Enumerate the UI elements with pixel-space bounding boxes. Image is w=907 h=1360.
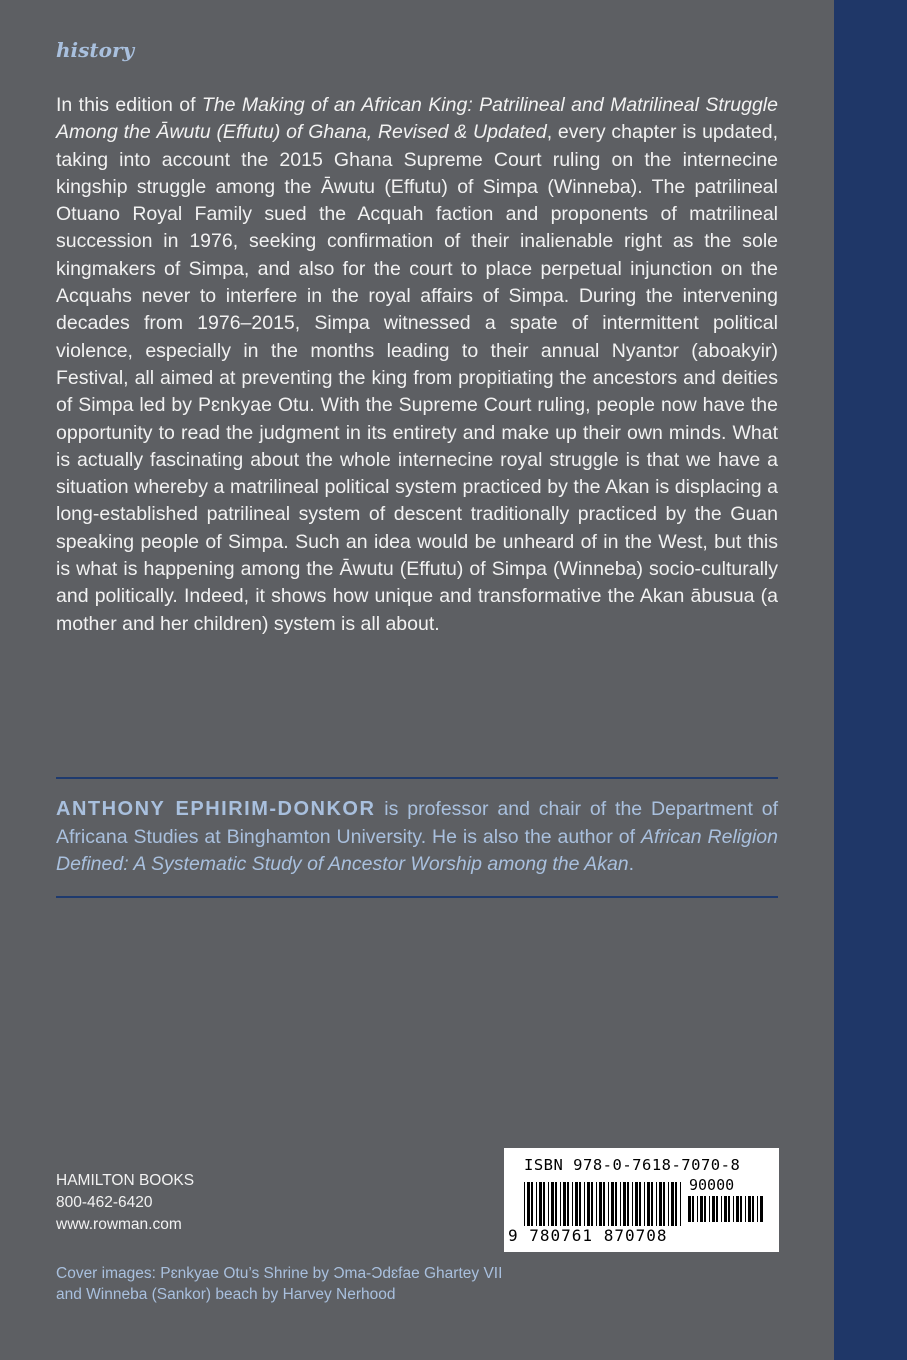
book-title: The Making of an African King: Patrilineal and Matrilineal Struggle Among the Āwutu (Effutu) of Ghana, Revised & Updated [56,94,778,144]
barcode-stripe [663,1182,665,1226]
barcode-stripe [688,1196,691,1222]
barcode-stripe [632,1182,633,1226]
barcode-stripe [584,1182,585,1226]
barcode-stripe [596,1182,597,1226]
author-name: ANTHONY EPHIRIM-DONKOR [56,798,376,820]
barcode-stripe [721,1196,722,1222]
barcode-stripe [591,1182,593,1226]
barcode-stripe [543,1182,545,1226]
barcode-stripe [704,1196,706,1222]
barcode-stripe [740,1196,742,1222]
barcode-stripe [563,1182,566,1226]
barcode-stripe [539,1182,542,1226]
barcode-stripe [551,1182,554,1226]
barcode-stripe [709,1196,710,1222]
barcode-stripe [579,1182,581,1226]
publisher-phone: 800-462-6420 [56,1194,153,1211]
barcode-stripe [531,1182,533,1226]
barcode-stripe [671,1182,674,1226]
barcode-stripe [728,1196,730,1222]
barcode-icon [524,1182,684,1226]
barcode-stripe [555,1182,557,1226]
author-other-book: African Religion Defined: A Systematic Study of Ancestor Worship among the Akan [56,825,778,875]
barcode-stripe [757,1196,758,1222]
barcode-stripe [611,1182,614,1226]
cover-credits: Cover images: Pɛnkyae Otu’s Shrine by Ɔma-Ɔdɛfae Ghartey VII and Winneba (Sankor) beach by Harvey Nerhood [56,1265,503,1303]
barcode-stripe [567,1182,569,1226]
barcode-stripe [697,1196,698,1222]
barcode-stripe [752,1196,754,1222]
barcode-stripe [623,1182,626,1226]
barcode-stripe [716,1196,718,1222]
barcode-stripe [644,1182,645,1226]
barcode-stripe [760,1196,763,1222]
barcode-stripe [733,1196,734,1222]
barcode-stripe [700,1196,703,1222]
barcode-stripe [627,1182,629,1226]
publisher-info [56,1170,194,1236]
publisher-website: www.rowman.com [56,1216,182,1233]
barcode-stripe [603,1182,605,1226]
author-bio [56,796,778,879]
blurb-intro: In this edition of [56,94,202,116]
author-bio-text: is professor and chair of the Department of Africana Studies at Binghamton University. He is also the author of [56,798,779,848]
book-description [56,92,778,638]
bottom-divider [56,896,778,898]
barcode-stripe [599,1182,602,1226]
barcode-stripe [745,1196,746,1222]
ean-digits: 9 780761 870708 [508,1226,668,1245]
barcode-stripe [536,1182,537,1226]
barcode-stripe [524,1182,525,1226]
genre-label: history [56,38,135,62]
barcode-stripe [560,1182,561,1226]
barcode-stripe [639,1182,641,1226]
book-spine [834,0,907,1360]
barcode-stripe [527,1182,530,1226]
barcode-stripe [656,1182,657,1226]
barcode-stripe [668,1182,669,1226]
barcode-stripe [659,1182,662,1226]
barcode-stripe [647,1182,650,1226]
barcode-stripe [575,1182,578,1226]
barcode-panel [504,1148,779,1252]
author-bio-end: . [628,853,635,875]
top-divider [56,777,778,779]
barcode-stripe [572,1182,573,1226]
price-barcode-icon [688,1196,763,1222]
barcode-stripe [748,1196,751,1222]
barcode-stripe [651,1182,653,1226]
barcode-stripe [675,1182,677,1226]
blurb-body: , every chapter is updated, taking into account the 2015 Ghana Supreme Court ruling on the internecine kingship struggle among the Āwutu (Effutu) of Simpa (Winneba). The patrilineal Otuano Royal Family sued the Acquah faction and proponents of matrilineal succession in 1976, seeking confirmation of their inalienable right as the sole kingmakers of Simpa, and also for the court to place perpetual injunction on the Acquahs never to interfere in the royal affairs of Simpa. During the intervening decades from 1976–2015, Simpa witnessed a spate of intermittent political violence, especially in the months leading to their annual Nyantɔr (aboakyir) Festival, all aimed at preventing the king from propitiating the ancestors and deities of Simpa led by Pɛnkyae Otu. With the Supreme Court ruling, people now have the opportunity to read the judgment in its entirety and make up their own minds. What is actually fascinating about the whole internecine royal struggle is that we have a situation whereby a matrilineal political system practiced by the Akan is displacing a long-established patrilineal system of descent traditionally practiced by the Guan speaking people of Simpa. Such an idea would be unheard of in the West, but this is what is happening among the Āwutu (Effutu) of Simpa (Winneba) socio-culturally and politically. Indeed, it shows how unique and transformative the Akan ābusua (a mother and her children) system is all about. [56,121,778,635]
barcode-stripe [615,1182,617,1226]
barcode-stripe [724,1196,727,1222]
barcode-stripe [712,1196,715,1222]
isbn-label: ISBN 978-0-7618-7070-8 [524,1156,741,1174]
barcode-stripe [692,1196,694,1222]
barcode-stripe [635,1182,638,1226]
barcode-stripe [680,1182,681,1226]
barcode-stripe [587,1182,590,1226]
barcode-stripe [736,1196,739,1222]
publisher-name: HAMILTON BOOKS [56,1172,195,1189]
price-code: 90000 [689,1176,735,1194]
barcode-stripe [548,1182,549,1226]
barcode-stripe [620,1182,621,1226]
barcode-stripe [608,1182,609,1226]
